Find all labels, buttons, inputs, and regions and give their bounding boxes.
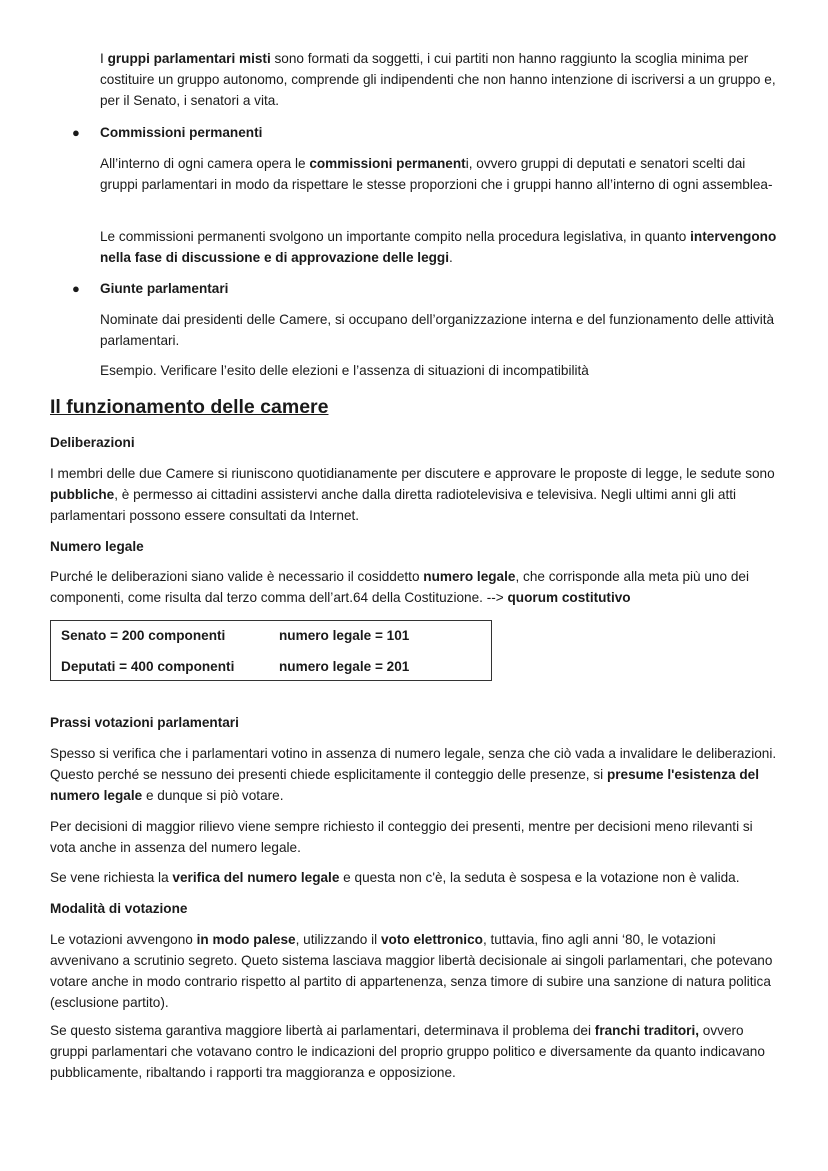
heading-prassi: Prassi votazioni parlamentari: [50, 715, 239, 730]
paragraph-deliberazioni: [50, 463, 780, 526]
bold-term: franchi traditori,: [594, 1023, 700, 1038]
text-run: Se questo sistema garantiva maggiore libertà ai parlamentari, determinava il problema dei: [50, 1023, 595, 1038]
paragraph-prassi-2: Per decisioni di maggior rilievo viene sempre richiesto il conteggio dei presenti, mentre per decisioni meno rilevanti si vota anche in assenza del numero legale.: [50, 819, 753, 855]
text-run: I: [100, 51, 108, 66]
table-cell: numero legale = 201: [279, 659, 410, 674]
heading-deliberazioni: Deliberazioni: [50, 435, 135, 450]
bold-term: numero legale: [423, 569, 516, 584]
text-run: Purché le deliberazioni siano valide è necessario il cosiddetto: [50, 569, 424, 584]
paragraph-prassi-1: [50, 743, 780, 806]
paragraph-giunte-2: Esempio. Verificare l’esito delle elezioni e l’assenza di situazioni di incompatibilità: [100, 363, 589, 378]
heading-modalita: Modalità di votazione: [50, 901, 188, 916]
text-run: , tuttavia, fino agli anni ‘80, le votazioni avvenivano a scrutinio segreto. Queto sistema lasciava maggior libertà decisionale ai singoli parlamentari, che potevano votare anche in modo contrario rispetto al partito di appartenenza, senza timore di subire una sanzione di natura politica (esclusione partito).: [50, 932, 773, 1010]
bullet-icon: ●: [72, 281, 80, 296]
paragraph-prassi-3: [50, 867, 780, 888]
table-cell: Senato = 200 componenti: [61, 628, 226, 643]
text-run: e questa non c'è, la seduta è sospesa e la votazione non è valida.: [339, 870, 740, 885]
bold-term: in modo palese: [196, 932, 296, 947]
text-run: i, ovvero gruppi di deputati e senatori scelti dai gruppi parlamentari in modo da rispettare le stesse proporzioni che i gruppi hanno all’interno di ogni assemblea-: [100, 156, 773, 192]
paragraph-commissioni-1: [100, 153, 780, 195]
bullet-icon: ●: [72, 125, 80, 140]
text-run: .: [449, 250, 453, 265]
heading-numero-legale: Numero legale: [50, 539, 144, 554]
bold-term: gruppi parlamentari misti: [107, 51, 271, 66]
paragraph-modalita-2: [50, 1020, 780, 1083]
bold-term: commissioni permanent: [309, 156, 466, 171]
text-run: ovvero gruppi parlamentari che votavano contro le indicazioni del proprio gruppo politico e diversamente da quanto indicavano pubblicamente, ribaltando i rapporti tra maggioranza e opposizione.: [50, 1023, 765, 1080]
bold-term: verifica del numero legale: [172, 870, 340, 885]
text-run: , è permesso ai cittadini assistervi anche dalla diretta radiotelevisiva e televisiva. Negli ultimi anni gli atti parlamentari possono essere consultati da Internet.: [50, 487, 737, 523]
text-run: , che corrisponde alla meta più uno dei componenti, come risulta dal terzo comma dell’art.64 della Costituzione. -->: [50, 569, 749, 605]
bold-term: intervengono nella fase di discussione e di approvazione delle leggi: [100, 229, 777, 265]
bold-term: quorum costitutivo: [507, 590, 631, 605]
paragraph-commissioni-2: [100, 226, 780, 268]
text-run: , utilizzando il: [295, 932, 381, 947]
bullet-label: Giunte parlamentari: [100, 281, 229, 296]
paragraph-giunte-1: Nominate dai presidenti delle Camere, si occupano dell’organizzazione interna e del funzionamento delle attività parlamentari.: [100, 312, 775, 348]
bullet-label: Commissioni permanenti: [100, 125, 263, 140]
text-run: All’interno di ogni camera opera le: [100, 156, 310, 171]
numero-legale-table: [50, 620, 492, 681]
text-run: I membri delle due Camere si riuniscono quotidianamente per discutere e approvare le proposte di legge, le sedute sono: [50, 466, 775, 481]
bold-term: pubbliche: [50, 487, 115, 502]
bold-term: presume l'esistenza del numero legale: [50, 767, 760, 803]
table-cell: Deputati = 400 componenti: [61, 659, 235, 674]
paragraph-modalita-1: [50, 929, 780, 1013]
text-run: e dunque si piò votare.: [142, 788, 284, 803]
section-title: Il funzionamento delle camere: [50, 396, 329, 418]
paragraph-numero-legale: [50, 566, 780, 608]
text-run: Le votazioni avvengono: [50, 932, 197, 947]
bullet-item-commissioni: [72, 122, 772, 143]
text-run: Spesso si verifica che i parlamentari votino in assenza di numero legale, senza che ciò vada a invalidare le deliberazioni. Questo perché se nessuno dei presenti chiede esplicitamente il conteggio delle presenze, si: [50, 746, 777, 782]
text-run: sono formati da soggetti, i cui partiti non hanno raggiunto la scoglia minima per costituire un gruppo autonomo, comprende gli indipendenti che non hanno intenzione di iscriversi a un gruppo e, per il Senato, i senatori a vita.: [100, 51, 776, 108]
table-cell: numero legale = 101: [279, 628, 410, 643]
bullet-item-giunte: [72, 278, 772, 299]
bold-term: voto elettronico: [380, 932, 483, 947]
text-run: Le commissioni permanenti svolgono un importante compito nella procedura legislativa, in quanto: [100, 229, 691, 244]
paragraph-gruppi-misti: [100, 48, 780, 111]
text-run: Se vene richiesta la: [50, 870, 173, 885]
